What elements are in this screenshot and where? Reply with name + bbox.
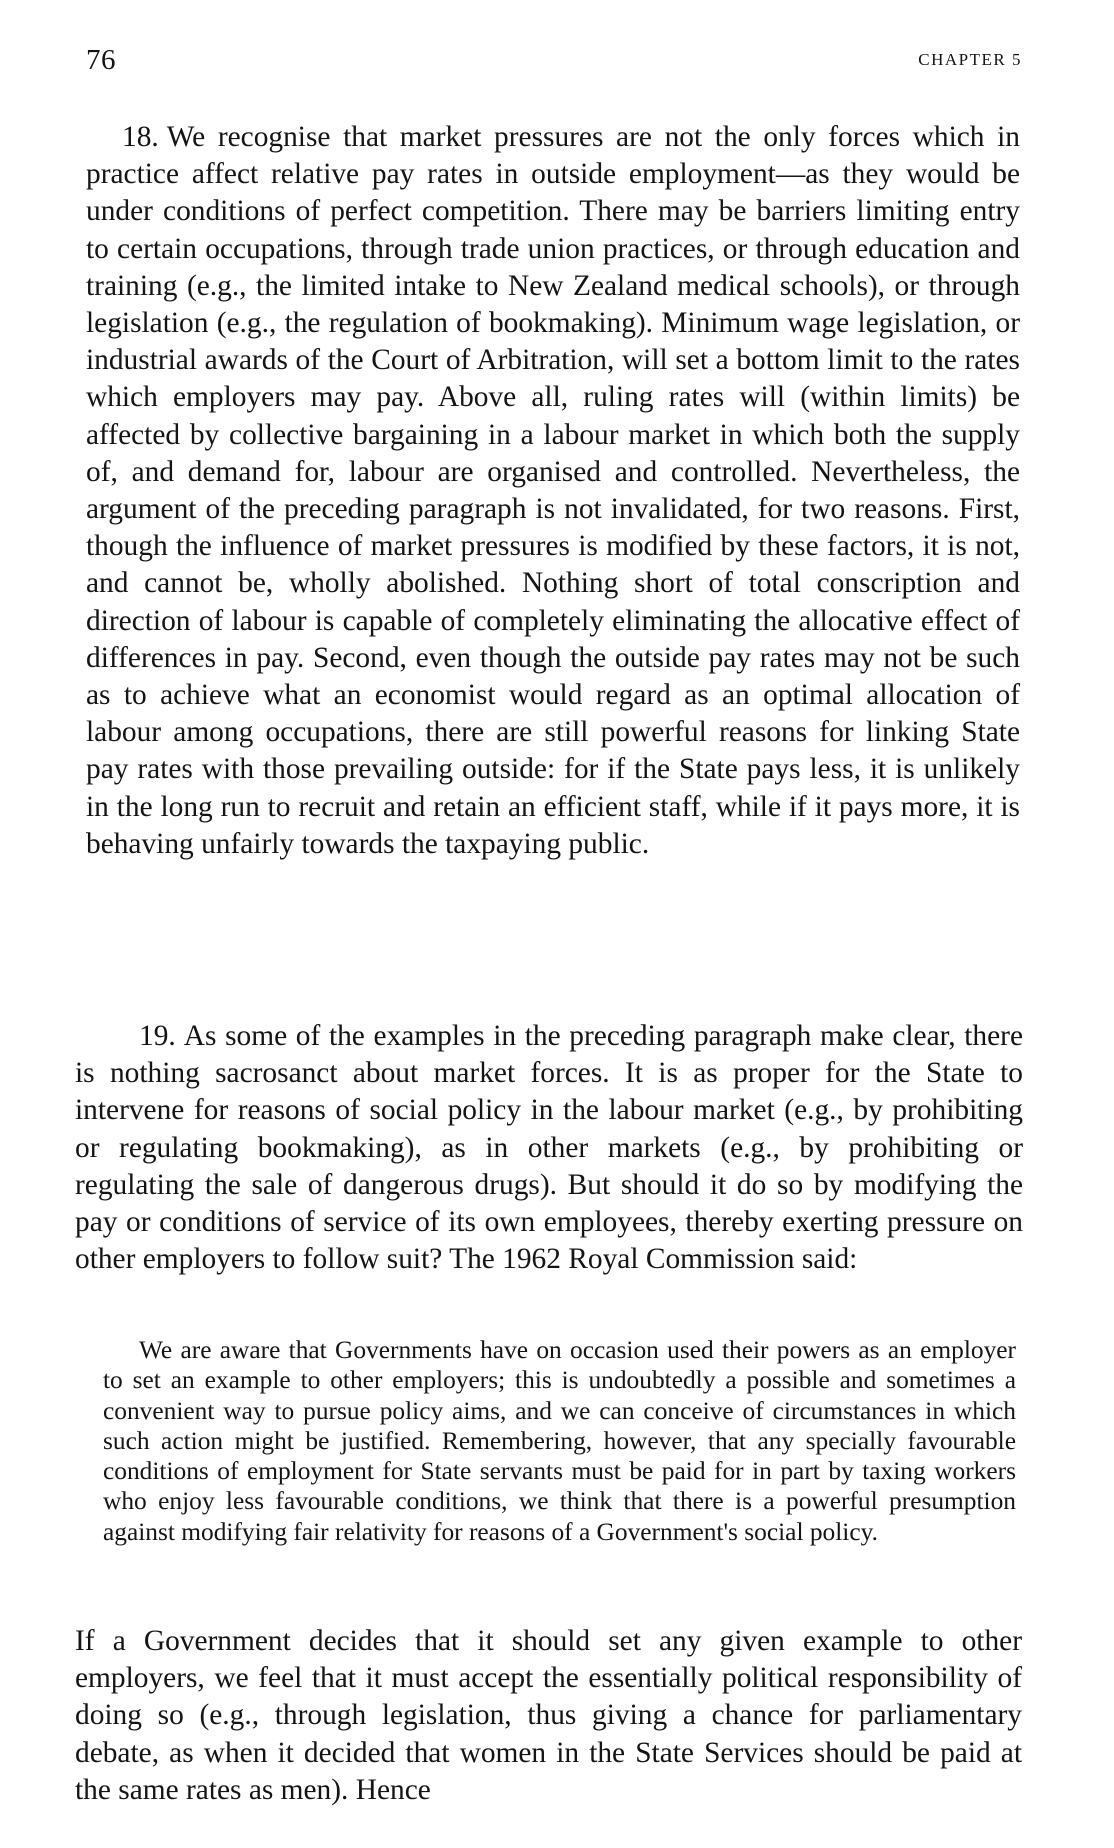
block-quotation: We are aware that Governments have on occasion used their powers as an employer to set an example to other employers; this is undoubtedly a possible and sometimes a convenient way to pursue policy aims, and we can conceive of circumstances in which such action might be justified. Remembering, however, that any specially favourable conditions of employment for State servants must be paid for in part by taxing workers who enjoy less favourable conditions, we think that there is a powerful presumption against modifying fair relativity for reasons of a Government's social policy. <box>103 1336 1016 1546</box>
paragraph-18 <box>86 119 1020 863</box>
paragraph-number: 18. <box>122 121 159 153</box>
paragraph-number: 19. <box>139 1020 176 1052</box>
paragraph-continuation: If a Government decides that it should set any given example to other employers, we feel that it must accept the essentially political responsibility of doing so (e.g., through legislation, thus giving a chance for parliamentary debate, as when it decided that women in the State Services should be paid at the same rates as men). Hence <box>75 1625 1022 1806</box>
chapter-label: CHAPTER 5 <box>918 50 1022 69</box>
page-number: 76 <box>86 44 116 76</box>
paragraph-text: We recognise that market pressures are not the only forces which in practice affect relative pay rates in outside employment—as they would be under conditions of perfect competition. There may be barriers limiting entry to certain occupations, through trade union practices, or through education and training (e.g., the limited intake to New Zealand medical schools), or through legislation (e.g., the regulation of bookmaking). Minimum wage legislation, or industrial awards of the Court of Arbitration, will set a bottom limit to the rates which employers may pay. Above all, ruling rates will (within limits) be affected by collective bargaining in a labour market in which both the supply of, and demand for, labour are organised and controlled. Nevertheless, the argument of the preceding paragraph is not invalidated, for two reasons. First, though the influence of market pressures is modified by these factors, it is not, and cannot be, wholly abolished. Nothing short of total conscription and direction of labour is capable of completely eliminating the allocative effect of differences in pay. Second, even though the outside pay rates may not be such as to achieve what an economist would regard as an optimal allocation of labour among occupations, there are still powerful reasons for linking State pay rates with those prevailing outside: for if the State pays less, it is unlikely in the long run to recruit and retain an efficient staff, while if it pays more, it is behaving unfairly towards the taxpaying public. <box>86 121 1020 860</box>
paragraph-text: As some of the examples in the preceding paragraph make clear, there is nothing sacrosanct about market forces. It is as proper for the State to intervene for reasons of social policy in the labour market (e.g., by prohibiting or regulating bookmaking), as in other markets (e.g., by prohibiting or regulating the sale of dangerous drugs). But should it do so by modifying the pay or conditions of service of its own employees, thereby exerting pressure on other employers to follow suit? The 1962 Royal Commission said: <box>75 1020 1023 1276</box>
paragraph-19 <box>75 1018 1023 1278</box>
page-header <box>86 44 1022 84</box>
